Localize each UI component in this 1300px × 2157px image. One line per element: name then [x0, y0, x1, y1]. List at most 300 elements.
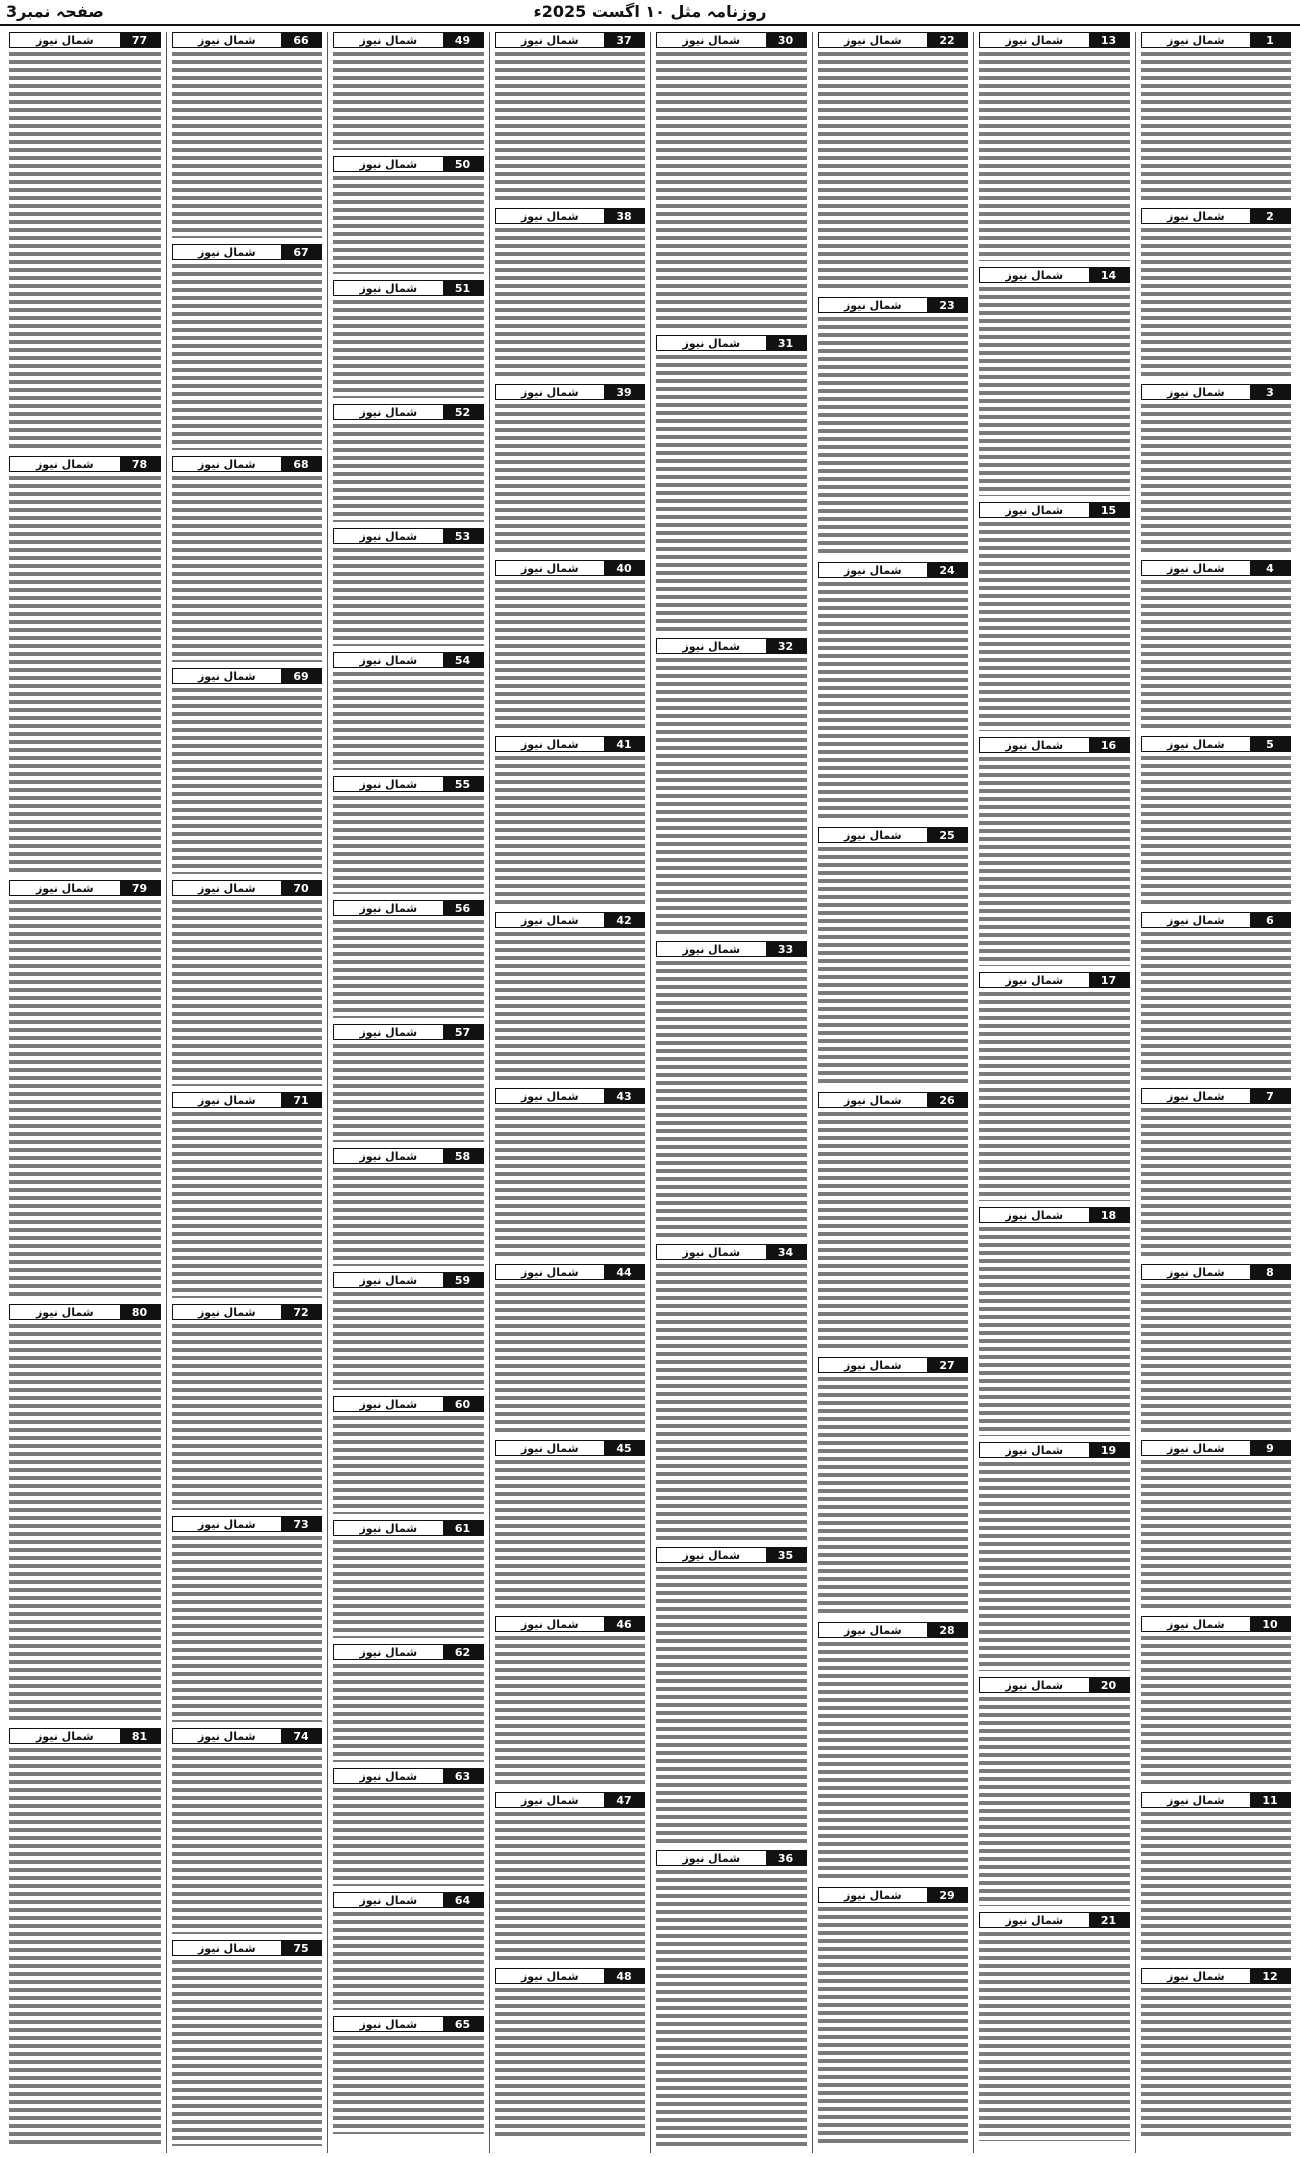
news-item [1141, 1088, 1292, 1258]
news-item-text [1141, 402, 1292, 554]
news-item-header [333, 1644, 484, 1660]
news-item-number: 67 [281, 245, 321, 259]
news-item-header [9, 1728, 161, 1744]
news-item-header [495, 560, 646, 576]
news-item [1141, 384, 1292, 554]
news-item-text [495, 50, 646, 202]
news-item [495, 1616, 646, 1786]
news-item-text [9, 50, 161, 450]
news-item-text [333, 174, 484, 274]
news-item [495, 736, 646, 906]
news-item-text [333, 1290, 484, 1390]
news-item-number: 41 [604, 737, 644, 751]
news-item-number: 58 [443, 1149, 483, 1163]
news-item [172, 1304, 323, 1510]
news-item-text [333, 1166, 484, 1266]
news-item-number: 52 [443, 405, 483, 419]
news-item-number: 68 [281, 457, 321, 471]
news-item-label: شمال نیوز [359, 777, 418, 791]
news-item-label: شمال نیوز [197, 881, 256, 895]
news-item-header [333, 1892, 484, 1908]
news-item-header [495, 32, 646, 48]
news-item-header [1141, 384, 1292, 400]
news-item-label: شمال نیوز [1166, 913, 1225, 927]
news-item-number: 4 [1250, 561, 1290, 575]
news-item-text [818, 845, 969, 1086]
news-item-header [818, 562, 969, 578]
news-item-label: شمال نیوز [1005, 1913, 1064, 1927]
news-item-text [979, 285, 1130, 496]
news-item [495, 32, 646, 202]
news-item-number: 21 [1089, 1913, 1129, 1927]
news-item-header [1141, 1264, 1292, 1280]
news-item-number: 54 [443, 653, 483, 667]
news-item [172, 1940, 323, 2146]
news-item [9, 1304, 161, 1722]
news-item-header [333, 1396, 484, 1412]
news-item-text [1141, 1106, 1292, 1258]
news-item [818, 1887, 969, 2146]
news-item-label: شمال نیوز [359, 33, 418, 47]
news-item [1141, 912, 1292, 1082]
news-item-header [1141, 1616, 1292, 1632]
news-item-number: 1 [1250, 33, 1290, 47]
news-item-number: 33 [766, 942, 806, 956]
news-item-label: شمال نیوز [843, 1358, 902, 1372]
news-item-label: شمال نیوز [35, 881, 94, 895]
news-item-text [172, 898, 323, 1086]
news-item-number: 22 [927, 33, 967, 47]
news-item-label: شمال نیوز [1166, 1089, 1225, 1103]
news-item-text [1141, 1986, 1292, 2138]
news-column [327, 32, 489, 2153]
news-item-label: شمال نیوز [359, 1025, 418, 1039]
news-item [333, 900, 484, 1018]
news-item [979, 972, 1130, 1201]
news-item-text [333, 1662, 484, 1762]
news-item-header [979, 267, 1130, 283]
news-item-label: شمال نیوز [520, 209, 579, 223]
news-item-label: شمال نیوز [359, 1149, 418, 1163]
news-item-text [1141, 578, 1292, 730]
news-item-number: 37 [604, 33, 644, 47]
news-item-number: 62 [443, 1645, 483, 1659]
news-item [1141, 208, 1292, 378]
news-item-number: 77 [120, 33, 160, 47]
news-item-number: 69 [281, 669, 321, 683]
news-item-text [656, 1868, 807, 2147]
news-item-text [1141, 1282, 1292, 1434]
news-item-text [333, 794, 484, 894]
news-item-text [818, 580, 969, 821]
news-item [9, 32, 161, 450]
news-item [979, 737, 1130, 966]
news-item-header [818, 32, 969, 48]
news-item-header [818, 297, 969, 313]
news-item-number: 73 [281, 1517, 321, 1531]
news-item-label: شمال نیوز [1005, 973, 1064, 987]
news-item-text [333, 1414, 484, 1514]
news-item-header [333, 528, 484, 544]
news-item-number: 11 [1250, 1793, 1290, 1807]
news-item-number: 19 [1089, 1443, 1129, 1457]
news-item [818, 827, 969, 1086]
news-item-text [172, 50, 323, 238]
news-item [495, 1792, 646, 1962]
news-item-text [656, 1565, 807, 1844]
news-item-text [333, 1910, 484, 2010]
news-item-header [495, 912, 646, 928]
news-item-header [172, 668, 323, 684]
news-item-label: شمال نیوز [1005, 503, 1064, 517]
news-item-header [495, 1616, 646, 1632]
news-item [1141, 1616, 1292, 1786]
news-item-header [495, 384, 646, 400]
news-item-header [979, 972, 1130, 988]
news-item-number: 8 [1250, 1265, 1290, 1279]
news-item-label: شمال نیوز [359, 2017, 418, 2031]
news-item-header [9, 456, 161, 472]
news-item-text [495, 1634, 646, 1786]
news-item [656, 1850, 807, 2147]
news-column [812, 32, 974, 2153]
news-item-header [979, 502, 1130, 518]
news-item-label: شمال نیوز [1005, 1678, 1064, 1692]
news-column [973, 32, 1135, 2153]
news-item-text [495, 1986, 646, 2138]
news-item-number: 35 [766, 1548, 806, 1562]
news-item [495, 1264, 646, 1434]
news-item-number: 24 [927, 563, 967, 577]
news-item [495, 1968, 646, 2138]
masthead [0, 0, 1300, 26]
news-item [1141, 1440, 1292, 1610]
news-item-number: 12 [1250, 1969, 1290, 1983]
news-item-number: 70 [281, 881, 321, 895]
news-item-number: 10 [1250, 1617, 1290, 1631]
news-item-number: 6 [1250, 913, 1290, 927]
news-item-header [1141, 736, 1292, 752]
news-item-number: 14 [1089, 268, 1129, 282]
news-item-label: شمال نیوز [35, 33, 94, 47]
news-item-number: 25 [927, 828, 967, 842]
news-item-text [656, 656, 807, 935]
news-item-header [495, 1088, 646, 1104]
news-item [1141, 560, 1292, 730]
news-item-text [495, 402, 646, 554]
news-item-text [333, 546, 484, 646]
news-item-number: 81 [120, 1729, 160, 1743]
news-item-number: 56 [443, 901, 483, 915]
news-item-label: شمال نیوز [1166, 561, 1225, 575]
news-item-number: 30 [766, 33, 806, 47]
news-item [979, 1912, 1130, 2141]
news-columns [4, 32, 1296, 2153]
news-item-text [818, 1375, 969, 1616]
news-item-header [656, 1547, 807, 1563]
news-item-number: 61 [443, 1521, 483, 1535]
news-item-number: 71 [281, 1093, 321, 1107]
news-item-text [818, 315, 969, 556]
news-item-label: شمال نیوز [35, 1305, 94, 1319]
news-item [9, 880, 161, 1298]
news-item-header [9, 32, 161, 48]
news-item-label: شمال نیوز [1166, 1617, 1225, 1631]
news-column [650, 32, 812, 2153]
news-item-text [333, 918, 484, 1018]
news-item-number: 26 [927, 1093, 967, 1107]
news-item [656, 335, 807, 632]
news-item-number: 53 [443, 529, 483, 543]
news-item-number: 46 [604, 1617, 644, 1631]
news-item-header [979, 1442, 1130, 1458]
news-item-text [818, 50, 969, 291]
news-item-label: شمال نیوز [682, 1851, 741, 1865]
news-item-header [979, 737, 1130, 753]
news-item-label: شمال نیوز [520, 561, 579, 575]
news-item-header [656, 638, 807, 654]
news-item-header [172, 1728, 323, 1744]
news-item-label: شمال نیوز [197, 669, 256, 683]
news-item-number: 20 [1089, 1678, 1129, 1692]
news-item-label: شمال نیوز [520, 1793, 579, 1807]
news-item-text [495, 226, 646, 378]
news-item-number: 63 [443, 1769, 483, 1783]
news-item-text [1141, 50, 1292, 202]
news-item-header [172, 1092, 323, 1108]
news-item-label: شمال نیوز [520, 1617, 579, 1631]
news-item-label: شمال نیوز [197, 1093, 256, 1107]
news-item-label: شمال نیوز [1166, 209, 1225, 223]
news-item-header [495, 1968, 646, 1984]
news-item [333, 1272, 484, 1390]
news-item-header [495, 1792, 646, 1808]
news-item-label: شمال نیوز [359, 1645, 418, 1659]
news-item-label: شمال نیوز [843, 33, 902, 47]
news-item-text [333, 2034, 484, 2134]
news-item-text [656, 50, 807, 329]
news-item [333, 652, 484, 770]
news-item-number: 43 [604, 1089, 644, 1103]
news-item-label: شمال نیوز [359, 1769, 418, 1783]
news-item-header [495, 1440, 646, 1456]
news-item [818, 1092, 969, 1351]
news-item [495, 384, 646, 554]
news-item-number: 40 [604, 561, 644, 575]
news-item [172, 1516, 323, 1722]
news-item [656, 32, 807, 329]
news-item [333, 1024, 484, 1142]
news-item-header [1141, 1968, 1292, 1984]
news-item-text [172, 1746, 323, 1934]
news-item-number: 16 [1089, 738, 1129, 752]
news-item-label: شمال نیوز [197, 1305, 256, 1319]
news-item-label: شمال نیوز [520, 1969, 579, 1983]
news-item-label: شمال نیوز [520, 1089, 579, 1103]
news-item-number: 51 [443, 281, 483, 295]
news-column [489, 32, 651, 2153]
news-item-header [333, 900, 484, 916]
news-item-header [1141, 208, 1292, 224]
news-item-text [1141, 1634, 1292, 1786]
news-item [172, 32, 323, 238]
news-item-number: 44 [604, 1265, 644, 1279]
news-item-label: شمال نیوز [520, 385, 579, 399]
news-item-text [172, 1534, 323, 1722]
news-item [333, 1396, 484, 1514]
news-item-text [979, 1460, 1130, 1671]
news-item-label: شمال نیوز [1166, 385, 1225, 399]
news-item-header [333, 1272, 484, 1288]
news-item-text [979, 50, 1130, 261]
news-item-number: 27 [927, 1358, 967, 1372]
news-item-header [172, 1940, 323, 1956]
news-column [1135, 32, 1297, 2153]
news-item-header [818, 1887, 969, 1903]
news-item-header [172, 1304, 323, 1320]
news-item-label: شمال نیوز [843, 1623, 902, 1637]
news-item-number: 36 [766, 1851, 806, 1865]
news-item [333, 404, 484, 522]
news-item-header [979, 32, 1130, 48]
news-item-label: شمال نیوز [359, 281, 418, 295]
news-item [818, 297, 969, 556]
news-item-header [979, 1677, 1130, 1693]
news-item-text [333, 50, 484, 150]
news-item-label: شمال نیوز [359, 405, 418, 419]
news-item-text [333, 1538, 484, 1638]
news-item-number: 18 [1089, 1208, 1129, 1222]
news-item-label: شمال نیوز [359, 157, 418, 171]
news-item-header [656, 941, 807, 957]
news-item-label: شمال نیوز [1166, 1969, 1225, 1983]
news-item [495, 912, 646, 1082]
news-item [1141, 32, 1292, 202]
news-item-number: 34 [766, 1245, 806, 1259]
news-item-label: شمال نیوز [1005, 268, 1064, 282]
news-item-text [979, 1695, 1130, 1906]
news-item-text [9, 1322, 161, 1722]
news-item-number: 64 [443, 1893, 483, 1907]
news-item [1141, 1264, 1292, 1434]
news-item [495, 1088, 646, 1258]
news-item-label: شمال نیوز [1005, 738, 1064, 752]
news-item-text [656, 353, 807, 632]
news-item-text [656, 959, 807, 1238]
news-item-text [9, 898, 161, 1298]
news-item-text [1141, 930, 1292, 1082]
news-item-label: شمال نیوز [682, 336, 741, 350]
news-item [333, 280, 484, 398]
news-item-header [1141, 32, 1292, 48]
news-item-header [1141, 1792, 1292, 1808]
news-item-label: شمال نیوز [35, 457, 94, 471]
news-item-text [495, 754, 646, 906]
news-item [979, 1442, 1130, 1671]
news-item-text [1141, 226, 1292, 378]
news-item [818, 32, 969, 291]
news-item-label: شمال نیوز [1166, 737, 1225, 751]
news-item [1141, 1968, 1292, 2138]
news-item-label: شمال نیوز [1166, 1793, 1225, 1807]
news-item-label: شمال نیوز [520, 737, 579, 751]
news-item-number: 59 [443, 1273, 483, 1287]
news-item [172, 244, 323, 450]
news-item-number: 60 [443, 1397, 483, 1411]
news-item-number: 9 [1250, 1441, 1290, 1455]
news-item-text [333, 298, 484, 398]
news-item-text [172, 1110, 323, 1298]
news-item-number: 29 [927, 1888, 967, 1902]
news-item [333, 1148, 484, 1266]
news-item-header [333, 652, 484, 668]
news-column [166, 32, 328, 2153]
news-item-text [495, 578, 646, 730]
news-item-header [495, 1264, 646, 1280]
news-item-number: 79 [120, 881, 160, 895]
news-item-number: 55 [443, 777, 483, 791]
news-item-label: شمال نیوز [359, 653, 418, 667]
news-item-header [656, 32, 807, 48]
news-item-number: 38 [604, 209, 644, 223]
news-item-label: شمال نیوز [843, 828, 902, 842]
news-item-number: 45 [604, 1441, 644, 1455]
news-item [656, 1244, 807, 1541]
news-item-header [333, 776, 484, 792]
news-item-header [333, 280, 484, 296]
news-item [333, 1644, 484, 1762]
news-item-header [333, 1520, 484, 1536]
news-item-number: 74 [281, 1729, 321, 1743]
news-item-header [979, 1912, 1130, 1928]
news-item-label: شمال نیوز [682, 639, 741, 653]
news-item-header [333, 404, 484, 420]
news-item-label: شمال نیوز [843, 1093, 902, 1107]
news-item-text [1141, 754, 1292, 906]
news-item-label: شمال نیوز [197, 1941, 256, 1955]
news-item [979, 502, 1130, 731]
news-item-header [172, 880, 323, 896]
news-item-number: 7 [1250, 1089, 1290, 1103]
news-item-header [333, 2016, 484, 2032]
news-item [979, 267, 1130, 496]
news-item-label: شمال نیوز [843, 298, 902, 312]
news-item-header [333, 1768, 484, 1784]
news-item-header [979, 1207, 1130, 1223]
news-item-label: شمال نیوز [197, 457, 256, 471]
news-item [333, 2016, 484, 2134]
news-item [333, 1768, 484, 1886]
news-item-header [333, 1148, 484, 1164]
news-item-number: 66 [281, 33, 321, 47]
news-item-number: 17 [1089, 973, 1129, 987]
news-item-header [495, 208, 646, 224]
news-item-label: شمال نیوز [359, 901, 418, 915]
news-item [172, 456, 323, 662]
news-item-header [1141, 912, 1292, 928]
news-item-header [333, 156, 484, 172]
news-item-label: شمال نیوز [520, 913, 579, 927]
masthead-date-line: روزنامہ مثل ۱۰ اگست 2025ء [533, 2, 767, 21]
news-item-text [495, 1810, 646, 1962]
news-item-text [1141, 1810, 1292, 1962]
news-item-text [979, 1930, 1130, 2141]
news-item [656, 941, 807, 1238]
news-item-label: شمال نیوز [1166, 1441, 1225, 1455]
news-item-text [172, 474, 323, 662]
news-item-number: 50 [443, 157, 483, 171]
news-item-header [495, 736, 646, 752]
